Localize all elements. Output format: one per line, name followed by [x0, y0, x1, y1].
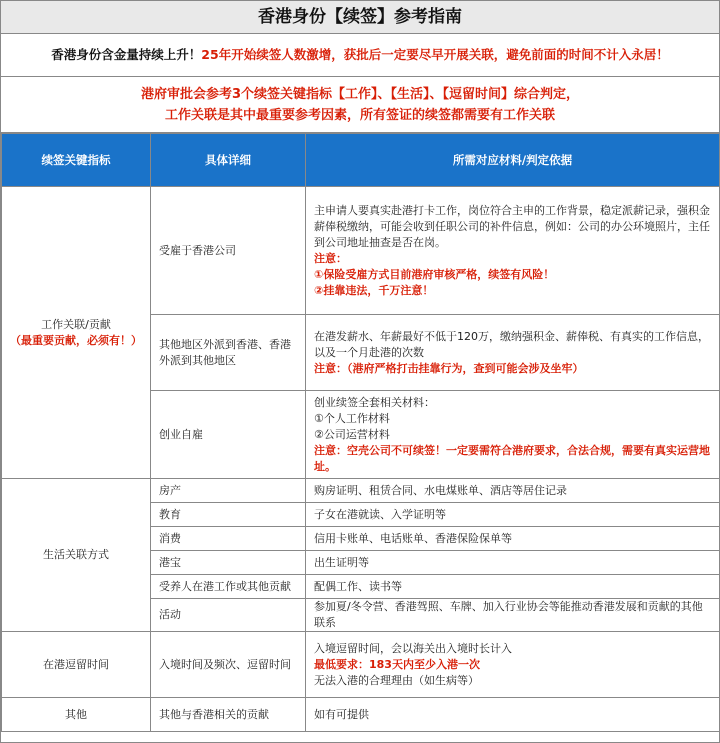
life-materials: 参加夏/冬令营、香港驾照、车牌、加入行业协会等能推动香港发展和贡献的其他联系: [306, 599, 720, 632]
life-materials: 购房证明、租赁合同、水电煤账单、酒店等居住记录: [306, 479, 720, 503]
employed-note-0: 注意：: [314, 251, 347, 265]
employed-text: 主申请人要真实赴港打卡工作，岗位符合主申的工作背景，稳定派薪记录，强积金薪俸税缴纳，可能会收到任职公司的补件信息，例如：公司的办公环境照片，主任到公司地址抽查是否在岗。: [314, 203, 710, 249]
stay-min-requirement: 最低要求：183天内至少入港一次: [314, 657, 480, 671]
work-note: （最重要贡献，必须有！）: [10, 333, 142, 347]
work-detail-self-employed: 创业自雇: [151, 391, 306, 479]
intro-part1: 香港身份含金量持续上升！: [51, 47, 202, 62]
work-detail-employed: 受雇于香港公司: [151, 187, 306, 315]
self-employed-line-2: ②公司运营材料: [314, 427, 390, 441]
work-materials-secondment: [306, 315, 720, 391]
stay-line-3: 无法入港的合理理由（如生病等）: [314, 673, 479, 687]
life-detail: 港宝: [151, 551, 306, 575]
life-detail: 受养人在港工作或其他贡献: [151, 575, 306, 599]
secondment-text: 在港发薪水、年薪最好不低于120万，缴纳强积金、薪俸税、有真实的工作信息，以及一个月赴港的次数: [314, 329, 709, 359]
other-indicator-cell: 其他: [2, 698, 151, 732]
employed-note-1: ①保险受雇方式目前港府审核严格，续签有风险！: [314, 267, 555, 281]
work-materials-self-employed: [306, 391, 720, 479]
life-detail: 活动: [151, 599, 306, 632]
table-row: [2, 187, 720, 315]
life-indicator-cell: 生活关联方式: [2, 479, 151, 632]
header-detail: 具体详细: [151, 134, 306, 187]
work-materials-employed: [306, 187, 720, 315]
table-row: [2, 698, 720, 732]
other-materials: 如有可提供: [306, 698, 720, 732]
life-materials: 信用卡账单、电话账单、香港保险保单等: [306, 527, 720, 551]
self-employed-line-1: ①个人工作材料: [314, 411, 390, 425]
reference-line2: 工作关联是其中最重要参考因素，所有签证的续签都需要有工作关联: [164, 108, 555, 123]
life-materials: 出生证明等: [306, 551, 720, 575]
other-detail: 其他与香港相关的贡献: [151, 698, 306, 732]
intro-banner: [1, 34, 719, 77]
table-row: [2, 479, 720, 503]
secondment-note-0: 注意：（港府严格打击挂靠行为，查到可能会涉及坐牢）: [314, 361, 584, 375]
stay-line-1: 入境逗留时间，会以海关出入境时长计入: [314, 641, 512, 655]
self-employed-note-0: 注意：空壳公司不可续签！一定要需符合港府要求，合法合规，需要有真实运营地址。: [314, 443, 710, 473]
stay-detail: 入境时间及频次、逗留时间: [151, 632, 306, 698]
employed-note-2: ②挂靠违法，千万注意！: [314, 283, 434, 297]
life-materials: 子女在港就读、入学证明等: [306, 503, 720, 527]
table-row: [2, 632, 720, 698]
header-materials: 所需对应材料/判定依据: [306, 134, 720, 187]
self-employed-line-0: 创业续签全套相关材料：: [314, 395, 435, 409]
stay-indicator-cell: 在港逗留时间: [2, 632, 151, 698]
work-label: 工作关联/贡献: [41, 317, 111, 331]
reference-line1: 港府审批会参考3个续签关键指标【工作】、【生活】、【逗留时间】综合判定，: [140, 87, 580, 102]
work-detail-secondment: 其他地区外派到香港、香港外派到其他地区: [151, 315, 306, 391]
page-title: 香港身份【续签】参考指南: [1, 1, 719, 34]
reference-note: [1, 77, 719, 133]
intro-part2: 25年开始续签人数激增，获批后一定要尽早开展关联，避免前面的时间不计入永居！: [201, 47, 669, 62]
renewal-table: [1, 133, 720, 732]
stay-materials: [306, 632, 720, 698]
life-materials: 配偶工作、读书等: [306, 575, 720, 599]
table-header-row: [2, 134, 720, 187]
life-detail: 消费: [151, 527, 306, 551]
work-indicator-cell: [2, 187, 151, 479]
life-detail: 房产: [151, 479, 306, 503]
header-indicator: 续签关键指标: [2, 134, 151, 187]
life-detail: 教育: [151, 503, 306, 527]
